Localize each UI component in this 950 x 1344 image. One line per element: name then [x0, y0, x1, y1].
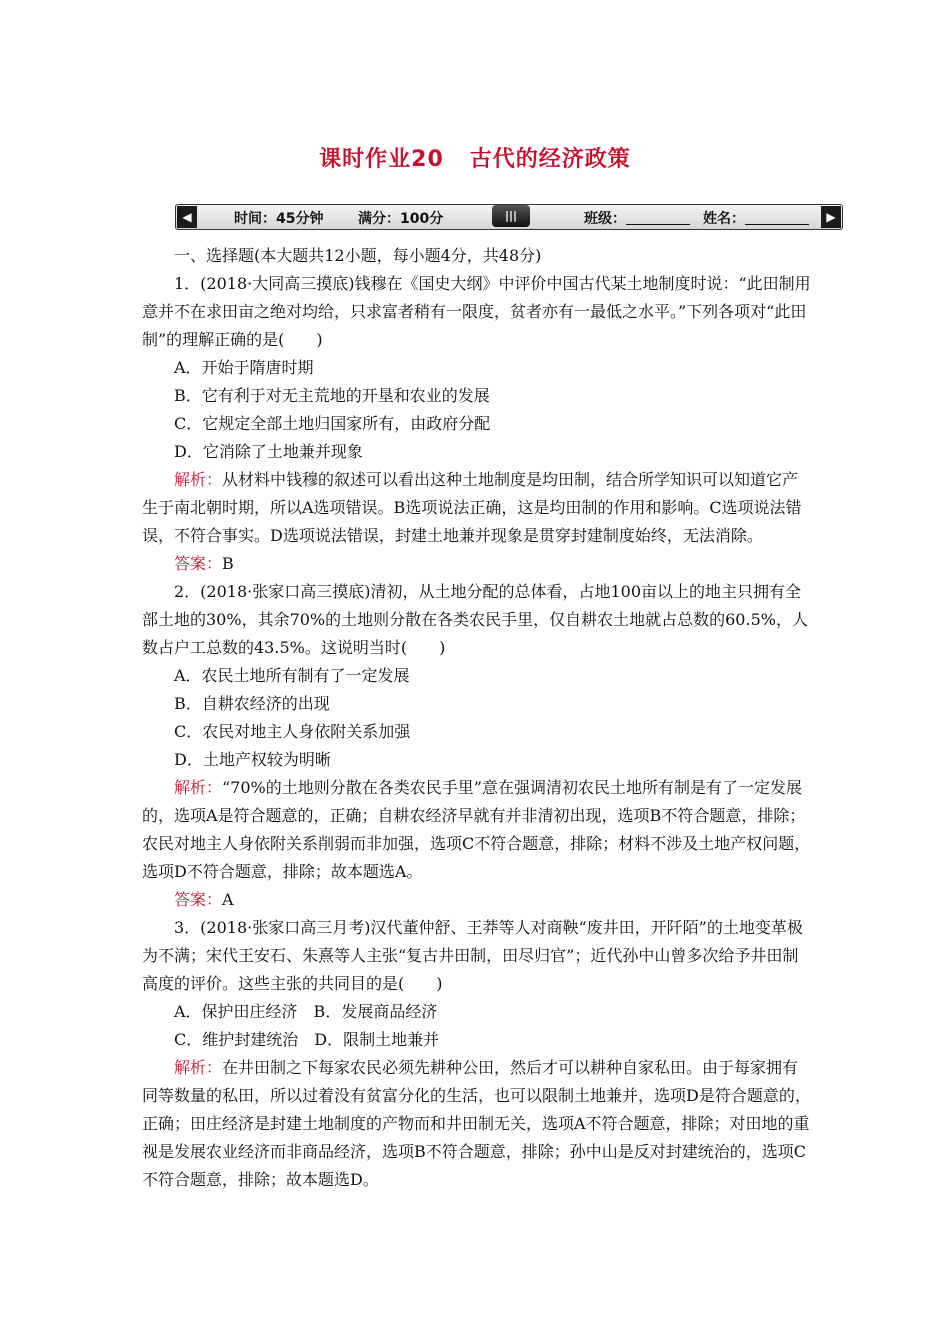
info-bar: [175, 204, 843, 230]
name-label: 姓名：: [703, 211, 745, 227]
analysis-text: 从材料中钱穆的叙述可以看出这种土地制度是均田制，结合所学知识可以知道它产生于南北朝时期，所以A选项错误。B选项说法正确，这是均田制的作用和影响。C选项说法错误，不符合事实。D选项说法错误，封建土地兼并现象是贯穿封建制度始终，无法消除。: [142, 470, 802, 545]
name-blank[interactable]: [745, 211, 809, 225]
grip-bars-icon[interactable]: |||: [492, 205, 530, 227]
analysis: [142, 466, 814, 550]
option: A．农民土地所有制有了一定发展: [174, 666, 410, 685]
option: D．土地产权较为明晰: [174, 750, 331, 769]
option: B．它有利于对无主荒地的开垦和农业的发展: [174, 386, 490, 405]
answer: [142, 550, 814, 578]
full-score: 满分：100分: [358, 211, 444, 227]
option: A．保护田庄经济 B．发展商品经济: [174, 1002, 438, 1021]
answer-value: B: [222, 554, 234, 573]
answer: [142, 886, 814, 914]
question-content: [142, 242, 814, 1194]
answer-label: 答案：: [174, 890, 223, 909]
question-stem: 2．(2018·张家口高三摸底)清初，从土地分配的总体看，占地100亩以上的地主只拥有全部土地的30%，其余70%的土地则分散在各类农民手里，仅自耕农土地就占总数的60.5%，人数占户工总数的43.5%。这说明当时( ): [142, 582, 808, 657]
question-stem: 1．(2018·大同高三摸底)钱穆在《国史大纲》中评价中国古代某土地制度时说：“此田制用意并不在求田亩之绝对均给，只求富者稍有一限度，贫者亦有一最低之水平。”下列各项对“此田制”的理解正确的是( ): [142, 274, 811, 349]
analysis-text: “70%的土地则分散在各类农民手里”意在强调清初农民土地所有制是有了一定发展的，选项A是符合题意的，正确；自耕农经济早就有并非清初出现，选项B不符合题意，排除；农民对地主人身依附关系削弱而非加强，选项C不符合题意，排除；材料不涉及土地产权问题，选项D不符合题意，排除；故本题选A。: [142, 778, 811, 881]
analysis-text: 在井田制之下每家农民必须先耕种公田，然后才可以耕种自家私田。由于每家拥有同等数量的私田，所以过着没有贫富分化的生活，也可以限制土地兼并，选项D是符合题意的，正确；田庄经济是封建土地制度的产物而和井田制无关，选项A不符合题意，排除；对田地的重视是发展农业经济而非商品经济，选项B不符合题意，排除；孙中山是反对封建统治的，选项C不符合题意，排除；故本题选D。: [142, 1058, 811, 1189]
section-header: 一、选择题(本大题共12小题，每小题4分，共48分): [174, 246, 542, 265]
analysis: [142, 1054, 814, 1194]
option: C．农民对地主人身依附关系加强: [174, 722, 411, 741]
answer-label: 答案：: [174, 554, 223, 573]
title-sub: 古代的经济政策: [469, 147, 631, 172]
page-title: [0, 142, 950, 173]
analysis: [142, 774, 814, 886]
triangle-left-icon[interactable]: ◀: [177, 206, 197, 228]
answer-value: A: [222, 890, 234, 909]
title-main: 课时作业20: [319, 147, 444, 172]
option: C．它规定全部土地归国家所有，由政府分配: [174, 414, 491, 433]
option: D．它消除了土地兼并现象: [174, 442, 363, 461]
option: A．开始于隋唐时期: [174, 358, 314, 377]
option: B．自耕农经济的出现: [174, 694, 330, 713]
analysis-label: 解析：: [174, 470, 223, 489]
question-stem: 3．(2018·张家口高三月考)汉代董仲舒、王莽等人对商鞅“废井田，开阡陌”的土地变革极为不满；宋代王安石、朱熹等人主张“复古井田制，田尽归官”；近代孙中山曾多次给予井田制高度的评价。这些主张的共同目的是( ): [142, 918, 803, 993]
option: C．维护封建统治 D．限制土地兼并: [174, 1030, 440, 1049]
analysis-label: 解析：: [174, 1058, 223, 1077]
analysis-label: 解析：: [174, 778, 223, 797]
time-limit: 时间：45分钟: [234, 211, 324, 227]
class-label: 班级：: [584, 211, 626, 227]
triangle-right-icon[interactable]: ▶: [821, 206, 841, 228]
class-blank[interactable]: [626, 211, 690, 225]
